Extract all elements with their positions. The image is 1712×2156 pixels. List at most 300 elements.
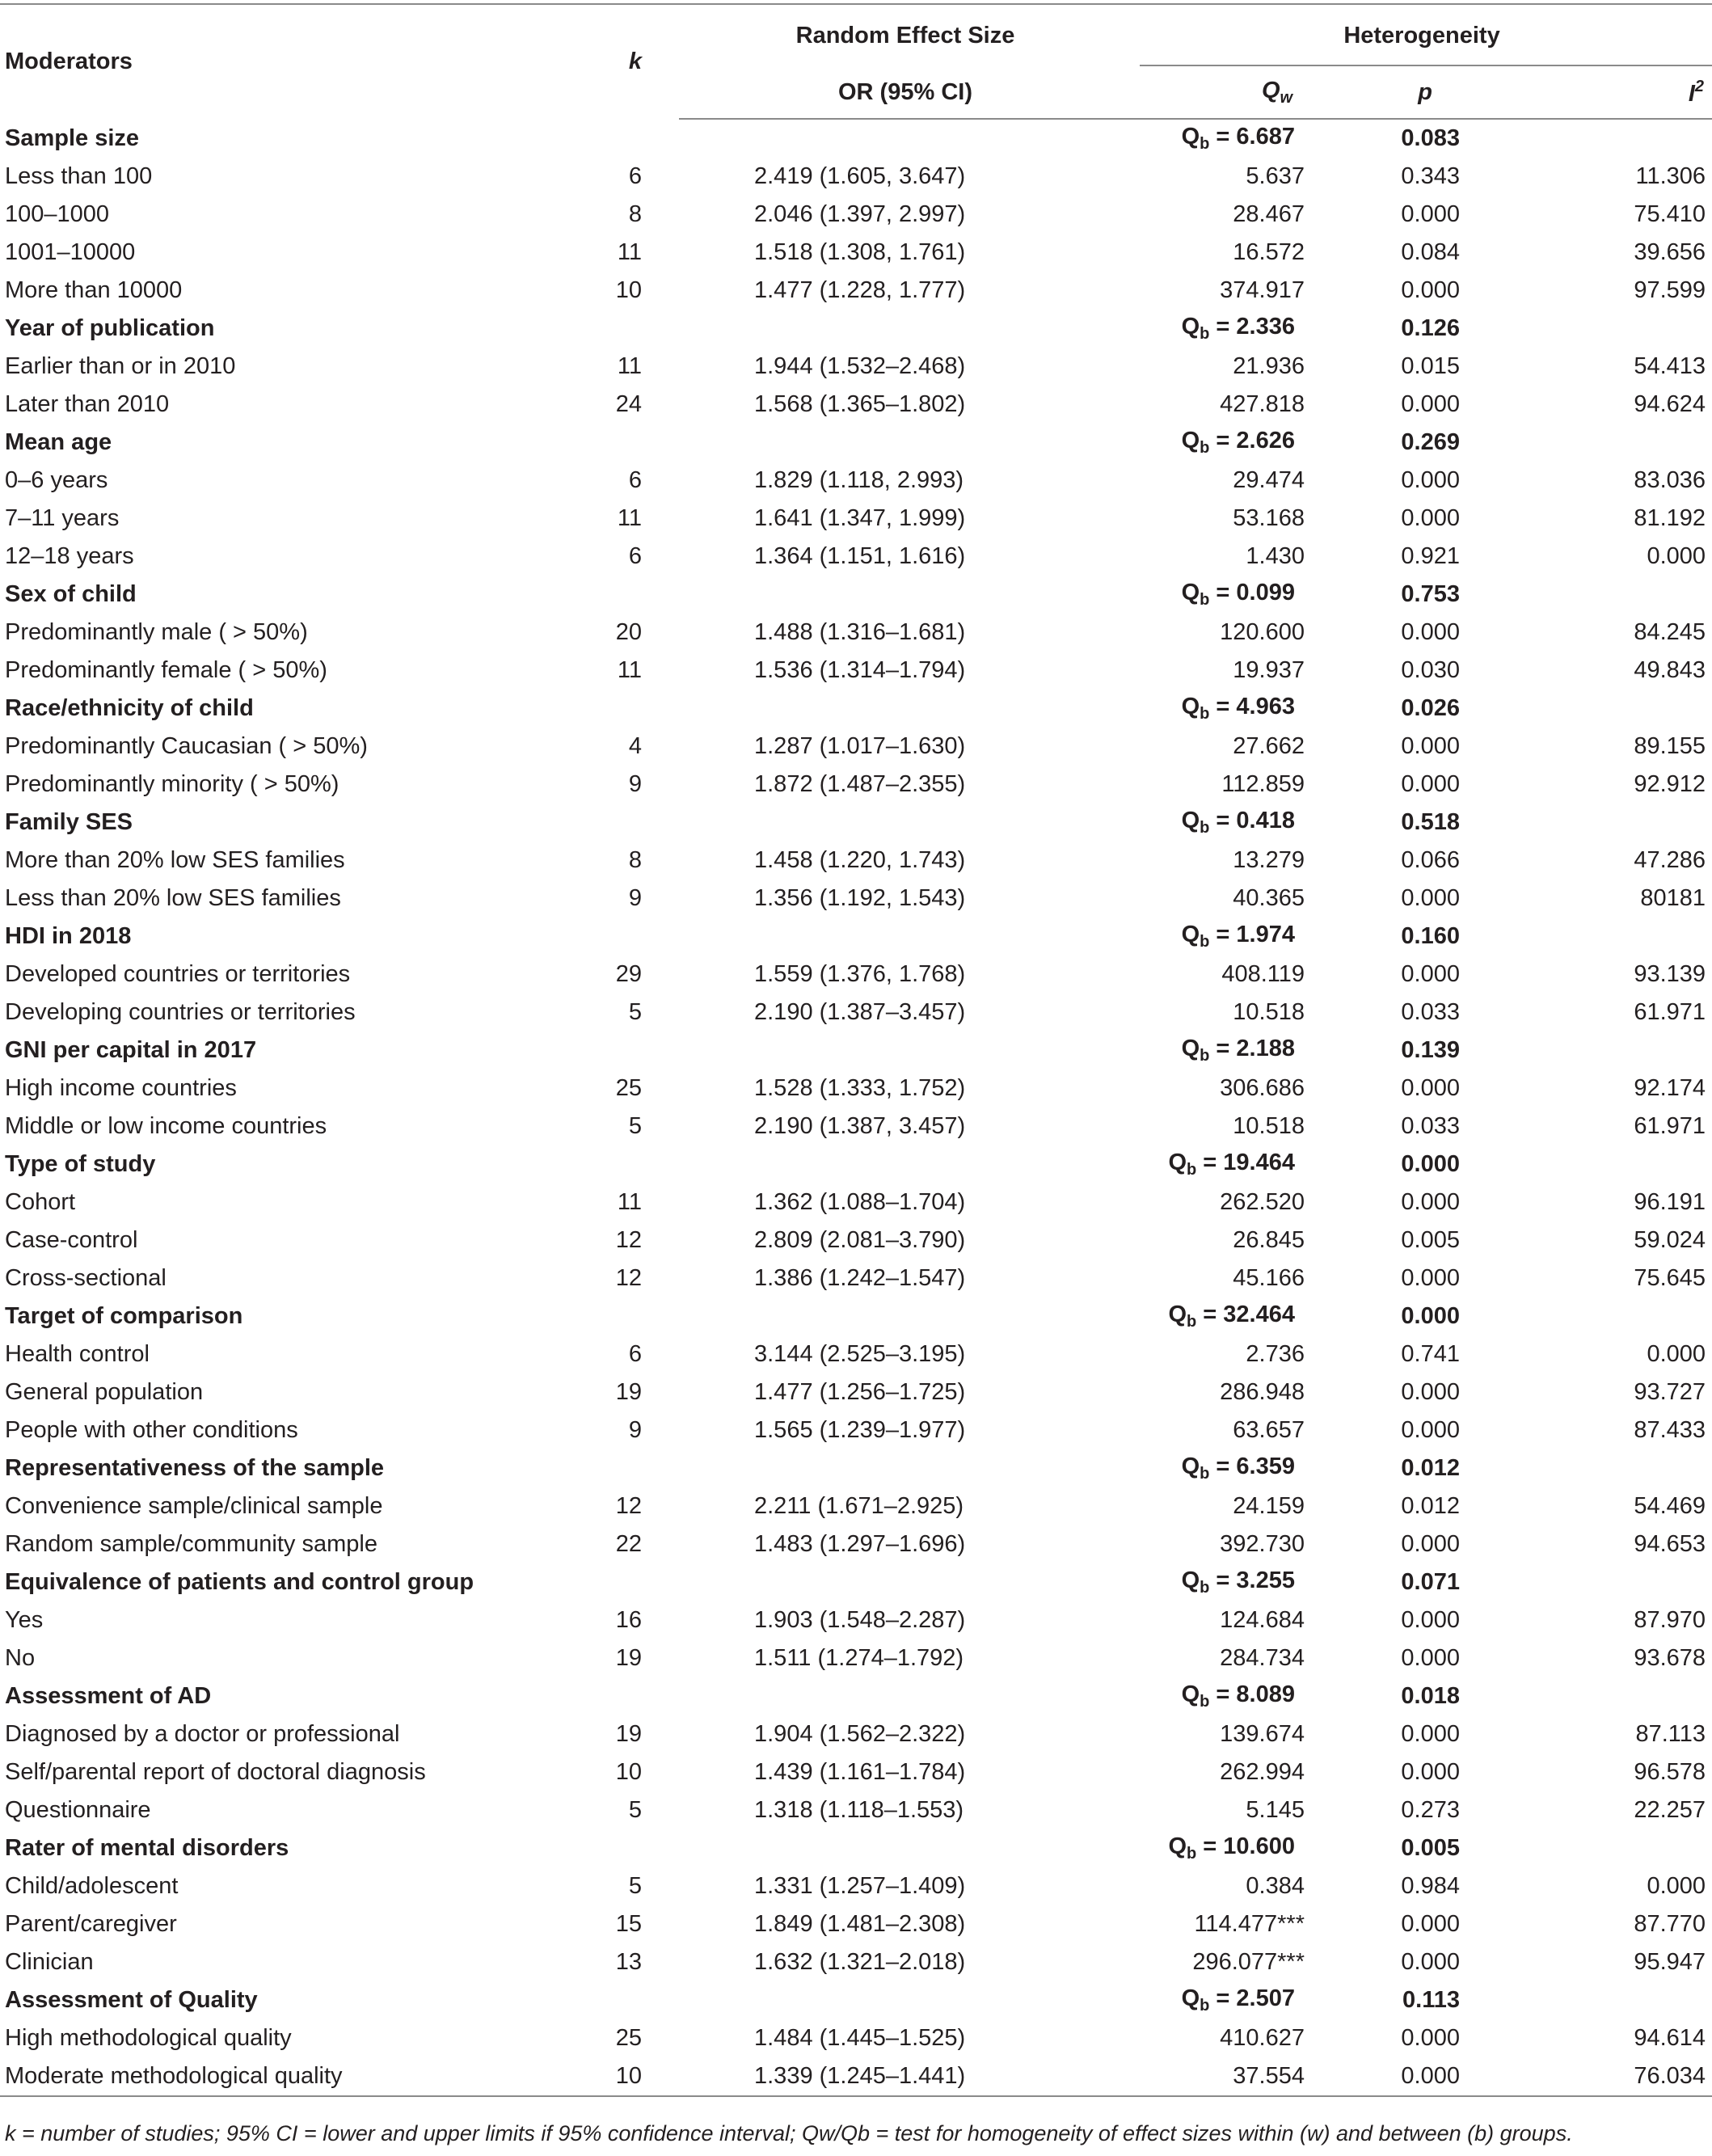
row-label: Convenience sample/clinical sample [5,1493,383,1519]
header-i2-sup: 2 [1694,77,1705,95]
group-name: Equivalence of patients and control group [5,1569,474,1595]
group-qb [1132,918,1326,956]
row-i2: 94.614 [1634,2025,1706,2051]
row-or-ci: 3.144 (2.525–3.195) [754,1341,966,1367]
table-row [0,1373,1712,1411]
qb-value: 2.188 [1236,1036,1295,1061]
row-k: 19 [615,1379,642,1405]
row-qw: 410.627 [1220,2025,1305,2051]
row-label: More than 10000 [5,277,183,303]
group-or-empty [679,424,1132,462]
group-or-empty [679,1449,1132,1487]
row-p: 0.741 [1401,1341,1460,1367]
row-i2: 59.024 [1634,1227,1706,1253]
row-p: 0.000 [1401,391,1460,417]
row-p: 0.000 [1401,1189,1460,1215]
row-i2: 54.413 [1634,353,1706,379]
qb-subscript: b [1187,1845,1197,1863]
table-row [0,272,1712,310]
row-k: 11 [617,657,642,683]
group-or-empty [679,918,1132,956]
group-k-empty [582,1032,679,1070]
row-k: 19 [615,1645,642,1671]
group-p: 0.269 [1401,429,1460,455]
row-k: 22 [615,1531,642,1557]
group-p: 0.139 [1401,1037,1460,1063]
group-i2-empty [1510,918,1712,956]
group-name: Sample size [5,124,140,151]
row-qw: 139.674 [1220,1721,1305,1747]
row-k: 11 [617,505,642,531]
group-or-empty [679,1146,1132,1183]
table-header [0,4,1712,119]
row-k: 16 [615,1607,642,1633]
qb-symbol: Q [1181,1681,1200,1707]
row-i2: 22.257 [1634,1797,1706,1823]
row-qw: 26.845 [1233,1227,1305,1253]
group-i2-empty [1510,1146,1712,1183]
row-k: 25 [615,1075,642,1101]
row-label: Child/adolescent [5,1873,179,1899]
row-or-ci: 1.903 (1.548–2.287) [754,1607,966,1633]
qb-symbol: Q [1181,580,1200,605]
group-name: Assessment of AD [5,1683,212,1709]
row-i2: 97.599 [1634,277,1706,303]
table-row [0,1791,1712,1829]
qb-value: 1.974 [1236,922,1295,947]
group-k-empty [582,576,679,614]
header-heterogeneity-label: Heterogeneity [1343,22,1500,49]
row-label: Moderate methodological quality [0,2057,582,2096]
row-p: 0.000 [1401,885,1460,911]
row-or-ci: 1.944 (1.532–2.468) [754,353,966,379]
row-qw: 112.859 [1221,771,1305,797]
row-qw: 63.657 [1233,1417,1305,1443]
row-or-ci: 1.483 (1.297–1.696) [754,1531,966,1557]
row-i2: 47.286 [1634,847,1706,873]
group-qb [1132,1981,1326,2019]
row-label: Developed countries or territories [5,961,351,987]
row-k: 9 [628,885,642,911]
row-k: 20 [615,619,642,645]
group-name: Assessment of Quality [5,1987,258,2013]
qb-symbol: Q [1181,1454,1200,1479]
group-row [0,1297,1712,1335]
row-i2: 96.191 [1634,1189,1706,1215]
row-qw: 374.917 [1220,277,1305,303]
row-qw: 5.145 [1246,1797,1305,1823]
row-or-ci: 2.211 (1.671–2.925) [754,1493,964,1519]
row-k: 9 [628,771,642,797]
row-label: Less than 100 [5,163,153,189]
row-qw: 40.365 [1233,885,1305,911]
row-label: People with other conditions [5,1417,298,1443]
row-label: No [5,1645,36,1671]
group-k-empty [582,1829,679,1867]
row-label: 7–11 years [5,505,120,531]
group-row [0,1449,1712,1487]
group-qb [1132,310,1326,348]
row-label: Cross-sectional [5,1265,167,1291]
group-k-empty [582,1297,679,1335]
row-p: 0.343 [1401,163,1460,189]
header-qw-sub: w [1280,88,1293,107]
row-k: 25 [615,2025,642,2051]
row-qw: 408.119 [1221,961,1305,987]
qb-subscript: b [1200,1047,1210,1065]
header-p: p [1326,66,1510,119]
group-qb [1132,804,1326,842]
row-p: 0.000 [1401,2025,1460,2051]
row-k: 11 [617,1189,642,1215]
row-p: 0.000 [1401,771,1460,797]
row-or-ci: 2.809 (2.081–3.790) [754,1227,966,1253]
row-p: 0.000 [1401,201,1460,227]
group-qb [1132,1297,1326,1335]
row-p: 0.000 [1326,2057,1510,2096]
group-k-empty [582,1981,679,2019]
row-or-ci: 1.458 (1.220, 1.743) [754,847,966,873]
row-p: 0.033 [1401,999,1460,1025]
row-or-ci: 1.287 (1.017–1.630) [754,733,966,759]
row-k: 9 [628,1417,642,1443]
group-p: 0.000 [1401,1151,1460,1177]
header-i2 [1510,66,1712,119]
row-label: Case-control [5,1227,138,1253]
group-k-empty [582,804,679,842]
group-i2-empty [1510,690,1712,728]
group-i2-empty [1510,424,1712,462]
row-i2: 93.678 [1634,1645,1706,1671]
group-k-empty [582,1449,679,1487]
qb-equals: = [1209,124,1237,150]
qb-value: 8.089 [1236,1681,1295,1707]
row-label: 1001–10000 [5,239,136,265]
group-qb [1132,1449,1326,1487]
group-p: 0.518 [1401,809,1460,835]
row-i2: 75.645 [1634,1265,1706,1291]
group-name: GNI per capital in 2017 [5,1037,257,1063]
group-or-empty [679,1297,1132,1335]
row-qw: 16.572 [1233,239,1305,265]
row-or-ci: 1.829 (1.118, 2.993) [754,467,964,493]
row-label: Later than 2010 [5,391,170,417]
qb-symbol: Q [1168,1302,1187,1327]
row-qw: 19.937 [1233,657,1305,683]
table-row [0,1335,1712,1373]
group-row [0,804,1712,842]
row-or-ci: 1.632 (1.321–2.018) [754,1949,966,1975]
row-i2: 0.000 [1647,1341,1706,1367]
row-p: 0.000 [1401,1949,1460,1975]
row-label: Developing countries or territories [5,999,356,1025]
row-qw: 114.477*** [1194,1911,1305,1937]
group-name: Mean age [5,429,112,455]
row-p: 0.000 [1401,733,1460,759]
row-label: 100–1000 [5,201,110,227]
table-row [0,994,1712,1032]
qb-subscript: b [1200,1693,1210,1711]
row-qw: 306.686 [1220,1075,1305,1101]
row-qw: 392.730 [1220,1531,1305,1557]
group-k-empty [582,1563,679,1601]
qb-subscript: b [1200,705,1210,723]
row-qw: 262.994 [1220,1759,1305,1785]
row-qw: 21.936 [1233,353,1305,379]
row-label: Predominantly minority ( > 50%) [5,771,339,797]
row-label: Self/parental report of doctoral diagnosis [5,1759,426,1785]
row-or-ci: 1.477 (1.256–1.725) [754,1379,966,1405]
row-i2: 92.912 [1634,771,1706,797]
group-i2-empty [1510,1449,1712,1487]
qb-value: 32.464 [1223,1302,1295,1327]
header-heterogeneity [1132,4,1712,66]
qb-symbol: Q [1181,314,1200,340]
row-p: 0.030 [1401,657,1460,683]
row-p: 0.000 [1401,619,1460,645]
table-row [0,1943,1712,1981]
table-row [0,1183,1712,1221]
row-label: Diagnosed by a doctor or professional [5,1721,400,1747]
group-qb [1132,576,1326,614]
table-footnote: k = number of studies; 95% CI = lower and upper limits if 95% confidence interval; Qw/Qb = test for homogeneity of effect sizes within (w) and between (b) groups. [5,2121,1573,2145]
group-or-empty [679,1829,1132,1867]
row-k: 10 [582,2057,679,2096]
group-name: Family SES [5,809,133,835]
row-qw: 28.467 [1233,201,1305,227]
qb-equals: = [1209,314,1237,340]
qb-equals: = [1209,694,1237,719]
row-qw: 29.474 [1233,467,1305,493]
qb-subscript: b [1200,933,1210,951]
row-label: Clinician [5,1949,94,1975]
row-qw: 1.430 [1246,543,1305,569]
table-row [0,1867,1712,1905]
row-i2: 84.245 [1634,619,1706,645]
row-qw: 0.384 [1246,1873,1305,1899]
row-or-ci: 1.484 (1.445–1.525) [754,2025,966,2051]
group-name: Race/ethnicity of child [5,695,254,721]
group-i2-empty [1510,1563,1712,1601]
row-or-ci: 1.356 (1.192, 1.543) [754,885,966,911]
row-qw: 296.077*** [1192,1949,1305,1975]
table-row [0,652,1712,690]
row-label: Middle or low income countries [5,1113,327,1139]
group-qb [1132,690,1326,728]
group-row [0,1146,1712,1183]
group-name: Target of comparison [5,1303,243,1329]
row-i2: 93.727 [1634,1379,1706,1405]
row-or-ci: 1.439 (1.161–1.784) [754,1759,966,1785]
group-row [0,1677,1712,1715]
qb-subscript: b [1200,1997,1210,2015]
group-name: Representativeness of the sample [5,1455,385,1481]
row-i2: 39.656 [1634,239,1706,265]
row-p: 0.000 [1401,1265,1460,1291]
table-row [0,1259,1712,1297]
table-row [0,614,1712,652]
qb-symbol: Q [1181,1567,1200,1593]
qb-value: 19.464 [1223,1150,1295,1175]
row-i2: 87.970 [1634,1607,1706,1633]
row-or-ci: 1.518 (1.308, 1.761) [754,239,966,265]
row-or-ci: 1.318 (1.118–1.553) [754,1797,964,1823]
row-p: 0.000 [1401,505,1460,531]
table-row [0,538,1712,576]
row-i2: 11.306 [1635,163,1706,189]
qb-subscript: b [1187,1313,1197,1331]
table-row [0,1753,1712,1791]
row-p: 0.000 [1401,1417,1460,1443]
qb-equals: = [1209,922,1237,947]
group-qb [1132,1829,1326,1867]
row-qw: 53.168 [1233,505,1305,531]
row-or-ci: 1.364 (1.151, 1.616) [754,543,966,569]
row-i2: 87.770 [1634,1911,1706,1937]
row-k: 12 [615,1265,642,1291]
row-k: 8 [628,201,642,227]
row-k: 13 [615,1949,642,1975]
row-p: 0.000 [1401,1721,1460,1747]
row-or-ci: 1.386 (1.242–1.547) [754,1265,966,1291]
table-row [0,196,1712,234]
group-p: 0.126 [1401,315,1460,341]
qb-equals: = [1196,1302,1224,1327]
row-or-ci: 2.190 (1.387, 3.457) [754,1113,966,1139]
table-row [0,348,1712,386]
header-k: k [628,49,642,74]
table-row [0,842,1712,880]
table-row [0,462,1712,500]
row-label: General population [5,1379,204,1405]
row-label: Predominantly female ( > 50%) [5,657,327,683]
qb-symbol: Q [1168,1150,1187,1175]
header-qw-base: Q [1261,77,1280,103]
qb-symbol: Q [1181,428,1200,454]
row-or-ci: 1.362 (1.088–1.704) [754,1189,966,1215]
row-qw: 10.518 [1233,999,1305,1025]
row-qw: 427.818 [1220,391,1305,417]
row-i2: 87.433 [1634,1417,1706,1443]
group-k-empty [582,1677,679,1715]
qb-symbol: Q [1181,808,1200,833]
row-label: Random sample/community sample [5,1531,377,1557]
table-row [0,2057,1712,2096]
row-label: High income countries [5,1075,237,1101]
row-i2: 49.843 [1634,657,1706,683]
row-i2: 95.947 [1634,1949,1706,1975]
group-name: HDI in 2018 [5,923,132,949]
row-p: 0.000 [1401,1075,1460,1101]
row-p: 0.000 [1401,961,1460,987]
row-k: 29 [615,961,642,987]
row-p: 0.005 [1401,1227,1460,1253]
row-k: 6 [628,163,642,189]
row-p: 0.015 [1401,353,1460,379]
qb-equals: = [1209,1681,1237,1707]
qb-value: 0.418 [1236,808,1295,833]
row-i2: 61.971 [1634,999,1706,1025]
group-or-empty [679,1981,1132,2019]
group-name: Rater of mental disorders [5,1835,289,1861]
row-p: 0.000 [1401,1531,1460,1557]
row-i2: 76.034 [1510,2057,1712,2096]
row-qw: 284.734 [1220,1645,1305,1671]
table-body [0,119,1712,2096]
table-row [0,766,1712,804]
row-p: 0.000 [1401,467,1460,493]
row-label: Yes [5,1607,44,1633]
group-or-empty [679,1563,1132,1601]
group-or-empty [679,310,1132,348]
qb-subscript: b [1187,1161,1197,1179]
group-p: 0.012 [1401,1455,1460,1481]
group-p: 0.018 [1401,1683,1460,1709]
row-p: 0.984 [1401,1873,1460,1899]
row-k: 10 [615,277,642,303]
table-row [0,1905,1712,1943]
group-k-empty [582,424,679,462]
table-row [0,2019,1712,2057]
row-label: Parent/caregiver [5,1911,177,1937]
row-i2: 87.113 [1635,1721,1706,1747]
row-k: 4 [628,733,642,759]
row-i2: 83.036 [1634,467,1706,493]
row-i2: 94.624 [1634,391,1706,417]
header-or-ci: OR (95% CI) [679,66,1132,119]
row-label: Questionnaire [5,1797,151,1823]
group-k-empty [582,119,679,158]
row-k: 19 [615,1721,642,1747]
row-k: 15 [615,1911,642,1937]
group-i2-empty [1510,1981,1712,2019]
row-k: 12 [615,1493,642,1519]
qb-value: 6.359 [1236,1454,1295,1479]
row-qw: 24.159 [1233,1493,1305,1519]
group-p: 0.026 [1401,695,1460,721]
row-k: 5 [628,1873,642,1899]
table-row [0,1525,1712,1563]
table-row [0,1487,1712,1525]
row-i2: 0.000 [1647,543,1706,569]
table-row [0,1108,1712,1146]
table-row [0,386,1712,424]
group-or-empty [679,1032,1132,1070]
row-label: 0–6 years [5,467,108,493]
group-i2-empty [1510,804,1712,842]
group-i2-empty [1510,1297,1712,1335]
qb-equals: = [1196,1150,1224,1175]
row-qw: 2.736 [1246,1341,1305,1367]
group-row [0,576,1712,614]
row-qw: 262.520 [1220,1189,1305,1215]
row-k: 5 [628,1797,642,1823]
row-or-ci: 1.559 (1.376, 1.768) [754,961,966,987]
qb-value: 4.963 [1236,694,1295,719]
row-or-ci: 2.419 (1.605, 3.647) [754,163,966,189]
row-p: 0.084 [1401,239,1460,265]
row-label: Cohort [5,1189,76,1215]
table-row [0,1070,1712,1108]
table-row [0,1221,1712,1259]
row-label: More than 20% low SES families [5,847,345,873]
group-p: 0.083 [1401,125,1460,151]
header-effect-size: Random Effect Size [795,22,1015,49]
group-k-empty [582,690,679,728]
row-or-ci: 1.331 (1.257–1.409) [754,1873,966,1899]
row-qw: 120.600 [1220,619,1305,645]
row-k: 24 [615,391,642,417]
